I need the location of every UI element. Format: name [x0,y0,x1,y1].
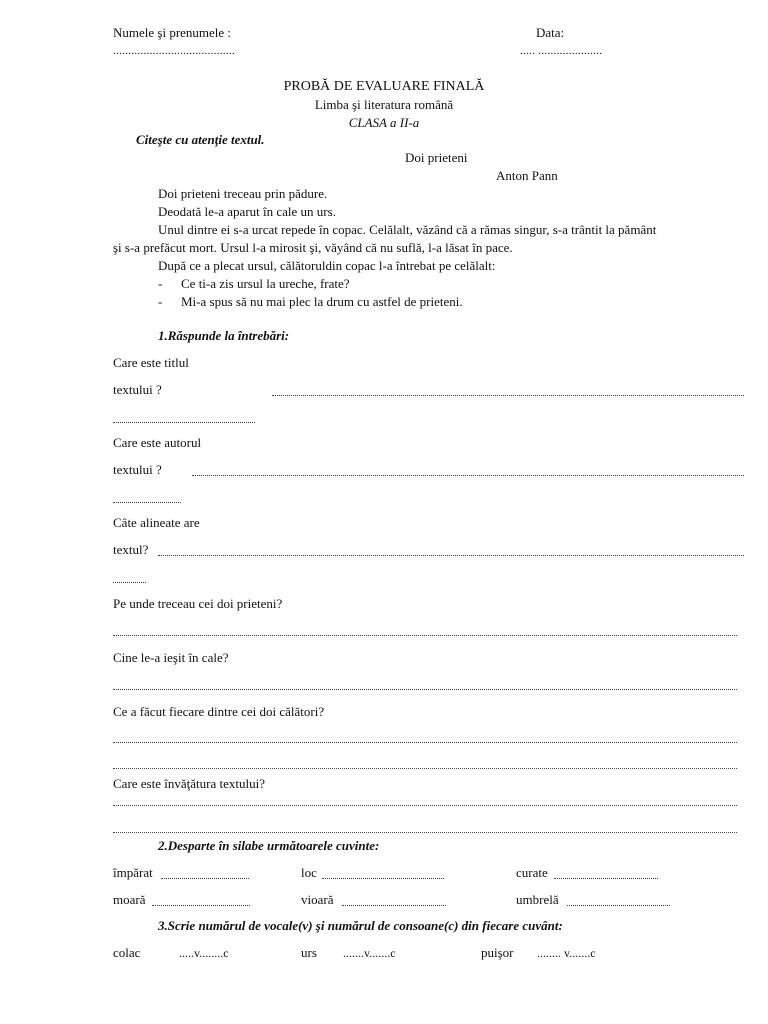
syllable-answer-5[interactable] [342,905,446,906]
question-4: Pe unde treceau cei doi prieteni? [113,596,283,611]
answer-4-line[interactable] [113,635,737,636]
answer-2-line-a[interactable] [192,475,744,476]
story-title: Doi prieteni [405,150,468,165]
dialogue-dash-1: - [158,276,163,291]
syllable-word-5: vioară [301,892,334,907]
story-paragraph-2: Deodată le-a aparut în cale un urs. [158,204,336,219]
answer-7-line-a[interactable] [113,805,737,806]
syllable-answer-3[interactable] [554,878,658,879]
question-1-line-1: Care este titlul [113,355,189,370]
syllable-answer-1[interactable] [161,878,249,879]
answer-2-line-b[interactable] [113,502,181,503]
class-title: CLASA a II-a [348,115,420,130]
count-word-2: urs [301,945,317,960]
section-3-title: 3.Scrie numărul de vocale(v) şi numărul de consoane(c) din fiecare cuvânt: [158,918,563,933]
date-blank: ..... ..................... [520,45,603,57]
syllable-answer-4[interactable] [152,905,250,906]
answer-6-line-a[interactable] [113,742,737,743]
syllable-word-3: curate [516,865,548,880]
question-3-line-2: textul? [113,542,149,557]
section-1-title: 1.Răspunde la întrebări: [158,328,290,343]
name-blank: ........................................ [113,45,235,57]
question-3-line-1: Câte alineate are [113,515,200,530]
answer-5-line[interactable] [113,689,737,690]
story-paragraph-3-line-2: şi s-a prefăcut mort. Ursul l-a mirosit şi, văyând că nu suflă, l-a lăsat în pace. [113,240,513,255]
syllable-word-6: umbrelă [516,892,559,907]
section-2-title: 2.Desparte în silabe următoarele cuvinte: [158,838,380,853]
answer-1-line-a[interactable] [272,395,744,396]
syllable-answer-2[interactable] [322,878,444,879]
count-answer-3[interactable]: ........ v.......c [537,946,596,960]
subject-title: Limba şi literatura română [314,97,454,112]
answer-3-line-a[interactable] [158,555,744,556]
question-5: Cine le-a ieşit în cale? [113,650,229,665]
story-author: Anton Pann [496,168,558,183]
syllable-word-4: moară [113,892,146,907]
exam-title: PROBĂ DE EVALUARE FINALĂ [283,79,485,94]
question-1-line-2: textului ? [113,382,162,397]
count-answer-1[interactable]: .....v........c [179,946,229,960]
story-paragraph-3-line-1: Unul dintre ei s-a urcat repede în copac. Celălalt, văzând că a rămas singur, s-a trântit la pământ [158,222,657,237]
answer-6-line-b[interactable] [113,768,737,769]
question-2-line-2: textului ? [113,462,162,477]
name-label: Numele şi prenumele : [113,25,232,40]
dialogue-line-2: Mi-a spus să nu mai plec la drum cu astfel de prieteni. [181,294,463,309]
story-paragraph-1: Doi prieteni treceau prin pădure. [158,186,328,201]
syllable-word-1: împărat [113,865,153,880]
answer-7-line-b[interactable] [113,832,737,833]
question-7: Care este învăţătura textului? [113,776,265,791]
answer-3-line-b[interactable] [113,582,146,583]
syllable-answer-6[interactable] [567,905,670,906]
question-6: Ce a făcut fiecare dintre cei doi călători? [113,704,325,719]
count-answer-2[interactable]: .......v.......c [343,946,396,960]
count-word-1: colac [113,945,141,960]
answer-1-line-b[interactable] [113,422,255,423]
dialogue-line-1: Ce ti-a zis ursul la ureche, frate? [181,276,350,291]
dialogue-dash-2: - [158,294,163,309]
date-label: Data: [536,25,565,40]
count-word-3: puişor [481,945,514,960]
question-2-line-1: Care este autorul [113,435,202,450]
story-paragraph-4: După ce a plecat ursul, călătoruldin copac l-a întrebat pe celălalt: [158,258,496,273]
reading-instruction: Citeşte cu atenţie textul. [136,132,265,147]
syllable-word-2: loc [301,865,317,880]
